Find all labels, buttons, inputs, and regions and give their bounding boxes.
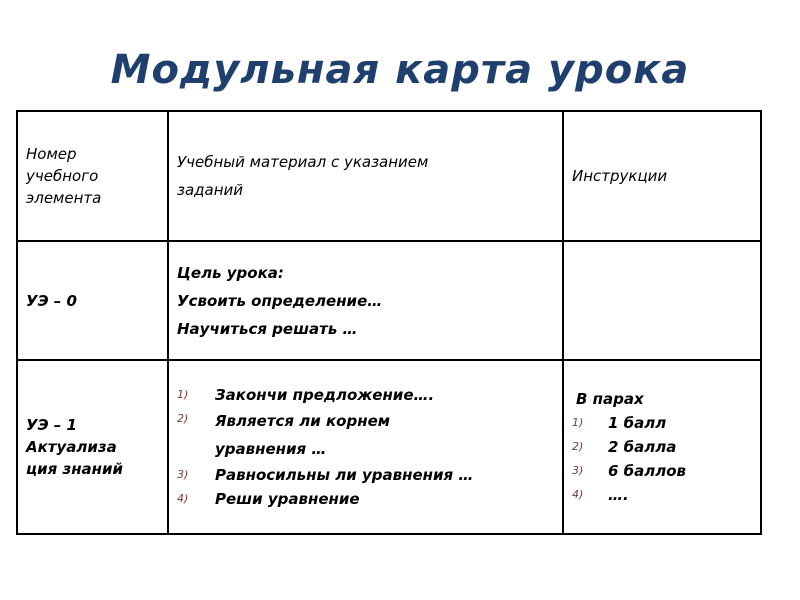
page-title: Модульная карта урока bbox=[110, 47, 690, 93]
element-label: ция знаний bbox=[26, 460, 124, 478]
list-item bbox=[572, 411, 752, 435]
list-number: 4) bbox=[572, 488, 584, 501]
task-text: Равносильны ли уравнения … bbox=[215, 466, 474, 484]
table-header-row bbox=[17, 111, 761, 241]
list-item bbox=[177, 463, 554, 487]
header-cell-instructions bbox=[563, 111, 761, 241]
header-text: учебного bbox=[26, 167, 99, 185]
list-number: 2) bbox=[572, 440, 584, 453]
header-text: Номер bbox=[26, 145, 77, 163]
material-line: Усвоить определение… bbox=[177, 291, 383, 310]
element-cell bbox=[17, 241, 168, 360]
header-cell-material bbox=[168, 111, 563, 241]
list-item bbox=[572, 483, 752, 507]
list-item bbox=[572, 459, 752, 483]
instructions-title: В парах bbox=[576, 390, 644, 408]
list-item bbox=[177, 407, 554, 463]
task-text: Реши уравнение bbox=[215, 490, 360, 508]
score-text: 6 баллов bbox=[608, 462, 687, 480]
score-text: 2 балла bbox=[608, 438, 677, 456]
score-list bbox=[572, 411, 752, 507]
list-number: 3) bbox=[177, 468, 189, 481]
score-text: 1 балл bbox=[608, 414, 667, 432]
element-label: УЭ – 1 bbox=[26, 416, 77, 434]
list-number: 1) bbox=[177, 388, 189, 401]
list-item bbox=[177, 487, 554, 511]
header-text: заданий bbox=[177, 181, 244, 199]
list-item bbox=[572, 435, 752, 459]
material-line: Научиться решать … bbox=[177, 319, 358, 338]
material-line: Цель урока: bbox=[177, 263, 284, 282]
list-number: 4) bbox=[177, 492, 189, 505]
header-text: Учебный материал с указанием bbox=[177, 153, 429, 171]
instructions-cell bbox=[563, 241, 761, 360]
task-text-line: Является ли корнем bbox=[215, 412, 391, 430]
score-text: …. bbox=[608, 486, 629, 504]
element-label: УЭ – 0 bbox=[26, 291, 77, 310]
material-cell bbox=[168, 360, 563, 534]
list-number: 3) bbox=[572, 464, 584, 477]
task-text bbox=[215, 407, 554, 463]
element-cell bbox=[17, 360, 168, 534]
table-row bbox=[17, 360, 761, 534]
list-number: 2) bbox=[177, 412, 189, 425]
list-item bbox=[177, 383, 554, 407]
list-number: 1) bbox=[572, 416, 584, 429]
header-text: Инструкции bbox=[572, 167, 668, 185]
header-text: элемента bbox=[26, 189, 102, 207]
element-label: Актуализа bbox=[26, 438, 117, 456]
task-text: Закончи предложение…. bbox=[215, 386, 435, 404]
instructions-cell bbox=[563, 360, 761, 534]
task-text-line: уравнения … bbox=[215, 440, 327, 458]
header-cell-element-number bbox=[17, 111, 168, 241]
task-list bbox=[177, 383, 554, 511]
table-row bbox=[17, 241, 761, 360]
lesson-module-table bbox=[16, 110, 762, 535]
material-cell bbox=[168, 241, 563, 360]
